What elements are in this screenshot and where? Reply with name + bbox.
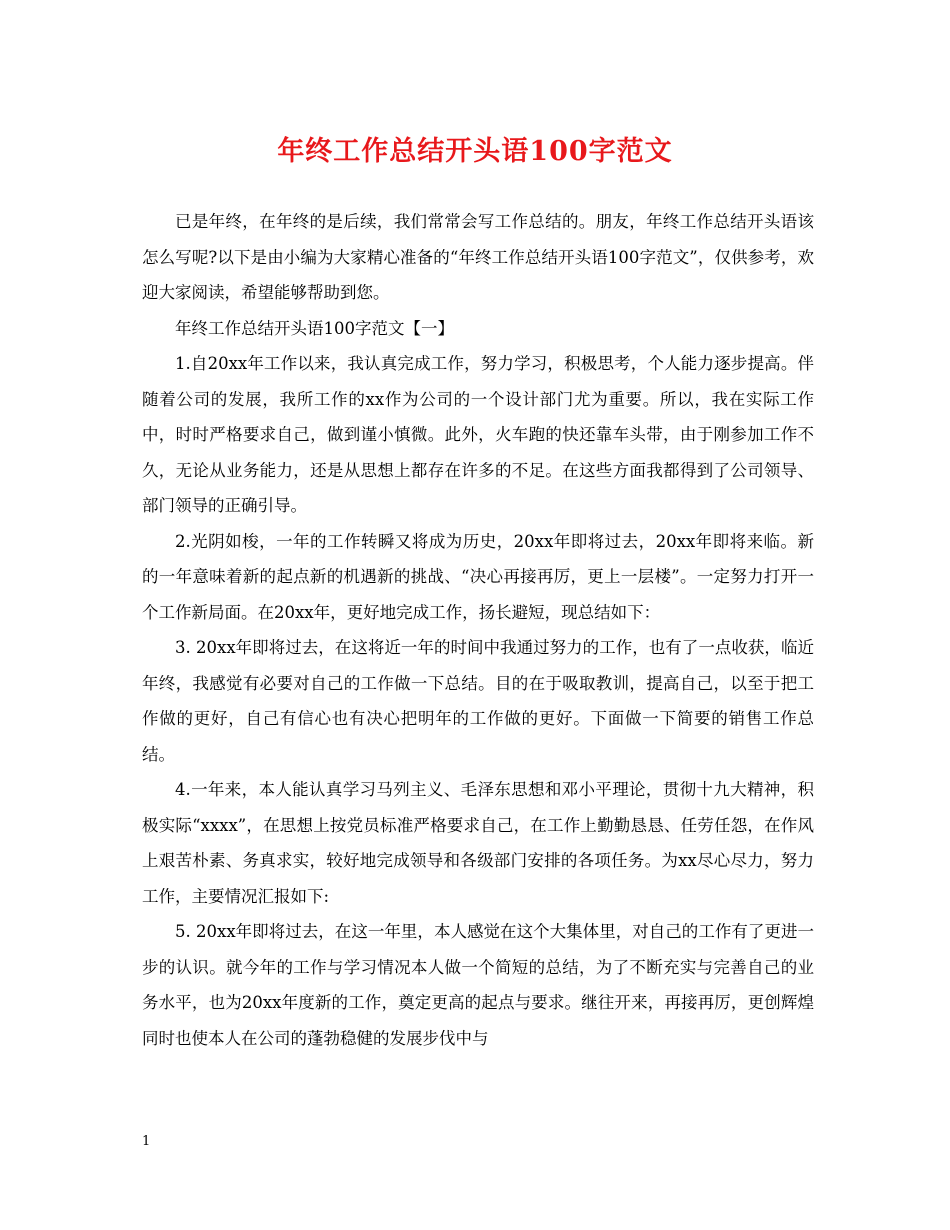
paragraph-item-1: 1.自20xx年工作以来，我认真完成工作，努力学习，积极思考，个人能力逐步提高。伴随着公司的发展，我所工作的xx作为公司的一个设计部门尤为重要。所以，我在实际工作中，时时严格要求自己，做到谨小慎微。此外，火车跑的快还靠车头带，由于刚参加工作不久，无论从业务能力，还是从思想上都存在许多的不足。在这些方面我都得到了公司领导、部门领导的正确引导。 xyxy=(142,354,814,515)
document-title: 年终工作总结开头语100字范文 xyxy=(277,136,673,167)
paragraph-intro: 已是年终，在年终的是后续，我们常常会写工作总结的。朋友，年终工作总结开头语该怎么写呢?以下是由小编为大家精心准备的“年终工作总结开头语100字范文”，仅供参考，欢迎大家阅读，希望能够帮助到您。 xyxy=(142,212,814,302)
paragraph-item-5: 5. 20xx年即将过去，在这一年里，本人感觉在这个大集体里，对自己的工作有了更进一步的认识。就今年的工作与学习情况本人做一个简短的总结，为了不断充实与完善自己的业务水平，也为20xx年度新的工作，奠定更高的起点与要求。继往开来，再接再厉，更创辉煌同时也使本人在公司的蓬勃稳健的发展步伐中与 xyxy=(142,922,814,1048)
paragraph-item-3: 3. 20xx年即将过去，在这将近一年的时间中我通过努力的工作，也有了一点收获，临近年终，我感觉有必要对自己的工作做一下总结。目的在于吸取教训，提高自己，以至于把工作做的更好，自己有信心也有决心把明年的工作做的更好。下面做一下简要的销售工作总结。 xyxy=(142,638,814,764)
paragraph-section-heading: 年终工作总结开头语100字范文【一】 xyxy=(175,318,454,338)
paragraph-item-4: 4.一年来，本人能认真学习马列主义、毛泽东思想和邓小平理论，贯彻十九大精神，积极实际“xxxx”，在思想上按党员标准严格要求自己，在工作上勤勤恳恳、任劳任怨，在作风上艰苦朴素、务真求实，较好地完成领导和各级部门安排的各项任务。为xx尽心尽力，努力工作，主要情况汇报如下: xyxy=(142,780,814,906)
paragraph-item-2: 2.光阴如梭，一年的工作转瞬又将成为历史，20xx年即将过去，20xx年即将来临。新的一年意味着新的起点新的机遇新的挑战、“决心再接再厉，更上一层楼”。一定努力打开一个工作新局面。在20xx年，更好地完成工作，扬长避短，现总结如下： xyxy=(142,531,814,622)
page-number: 1 xyxy=(142,1134,151,1149)
document-body xyxy=(142,204,814,1056)
